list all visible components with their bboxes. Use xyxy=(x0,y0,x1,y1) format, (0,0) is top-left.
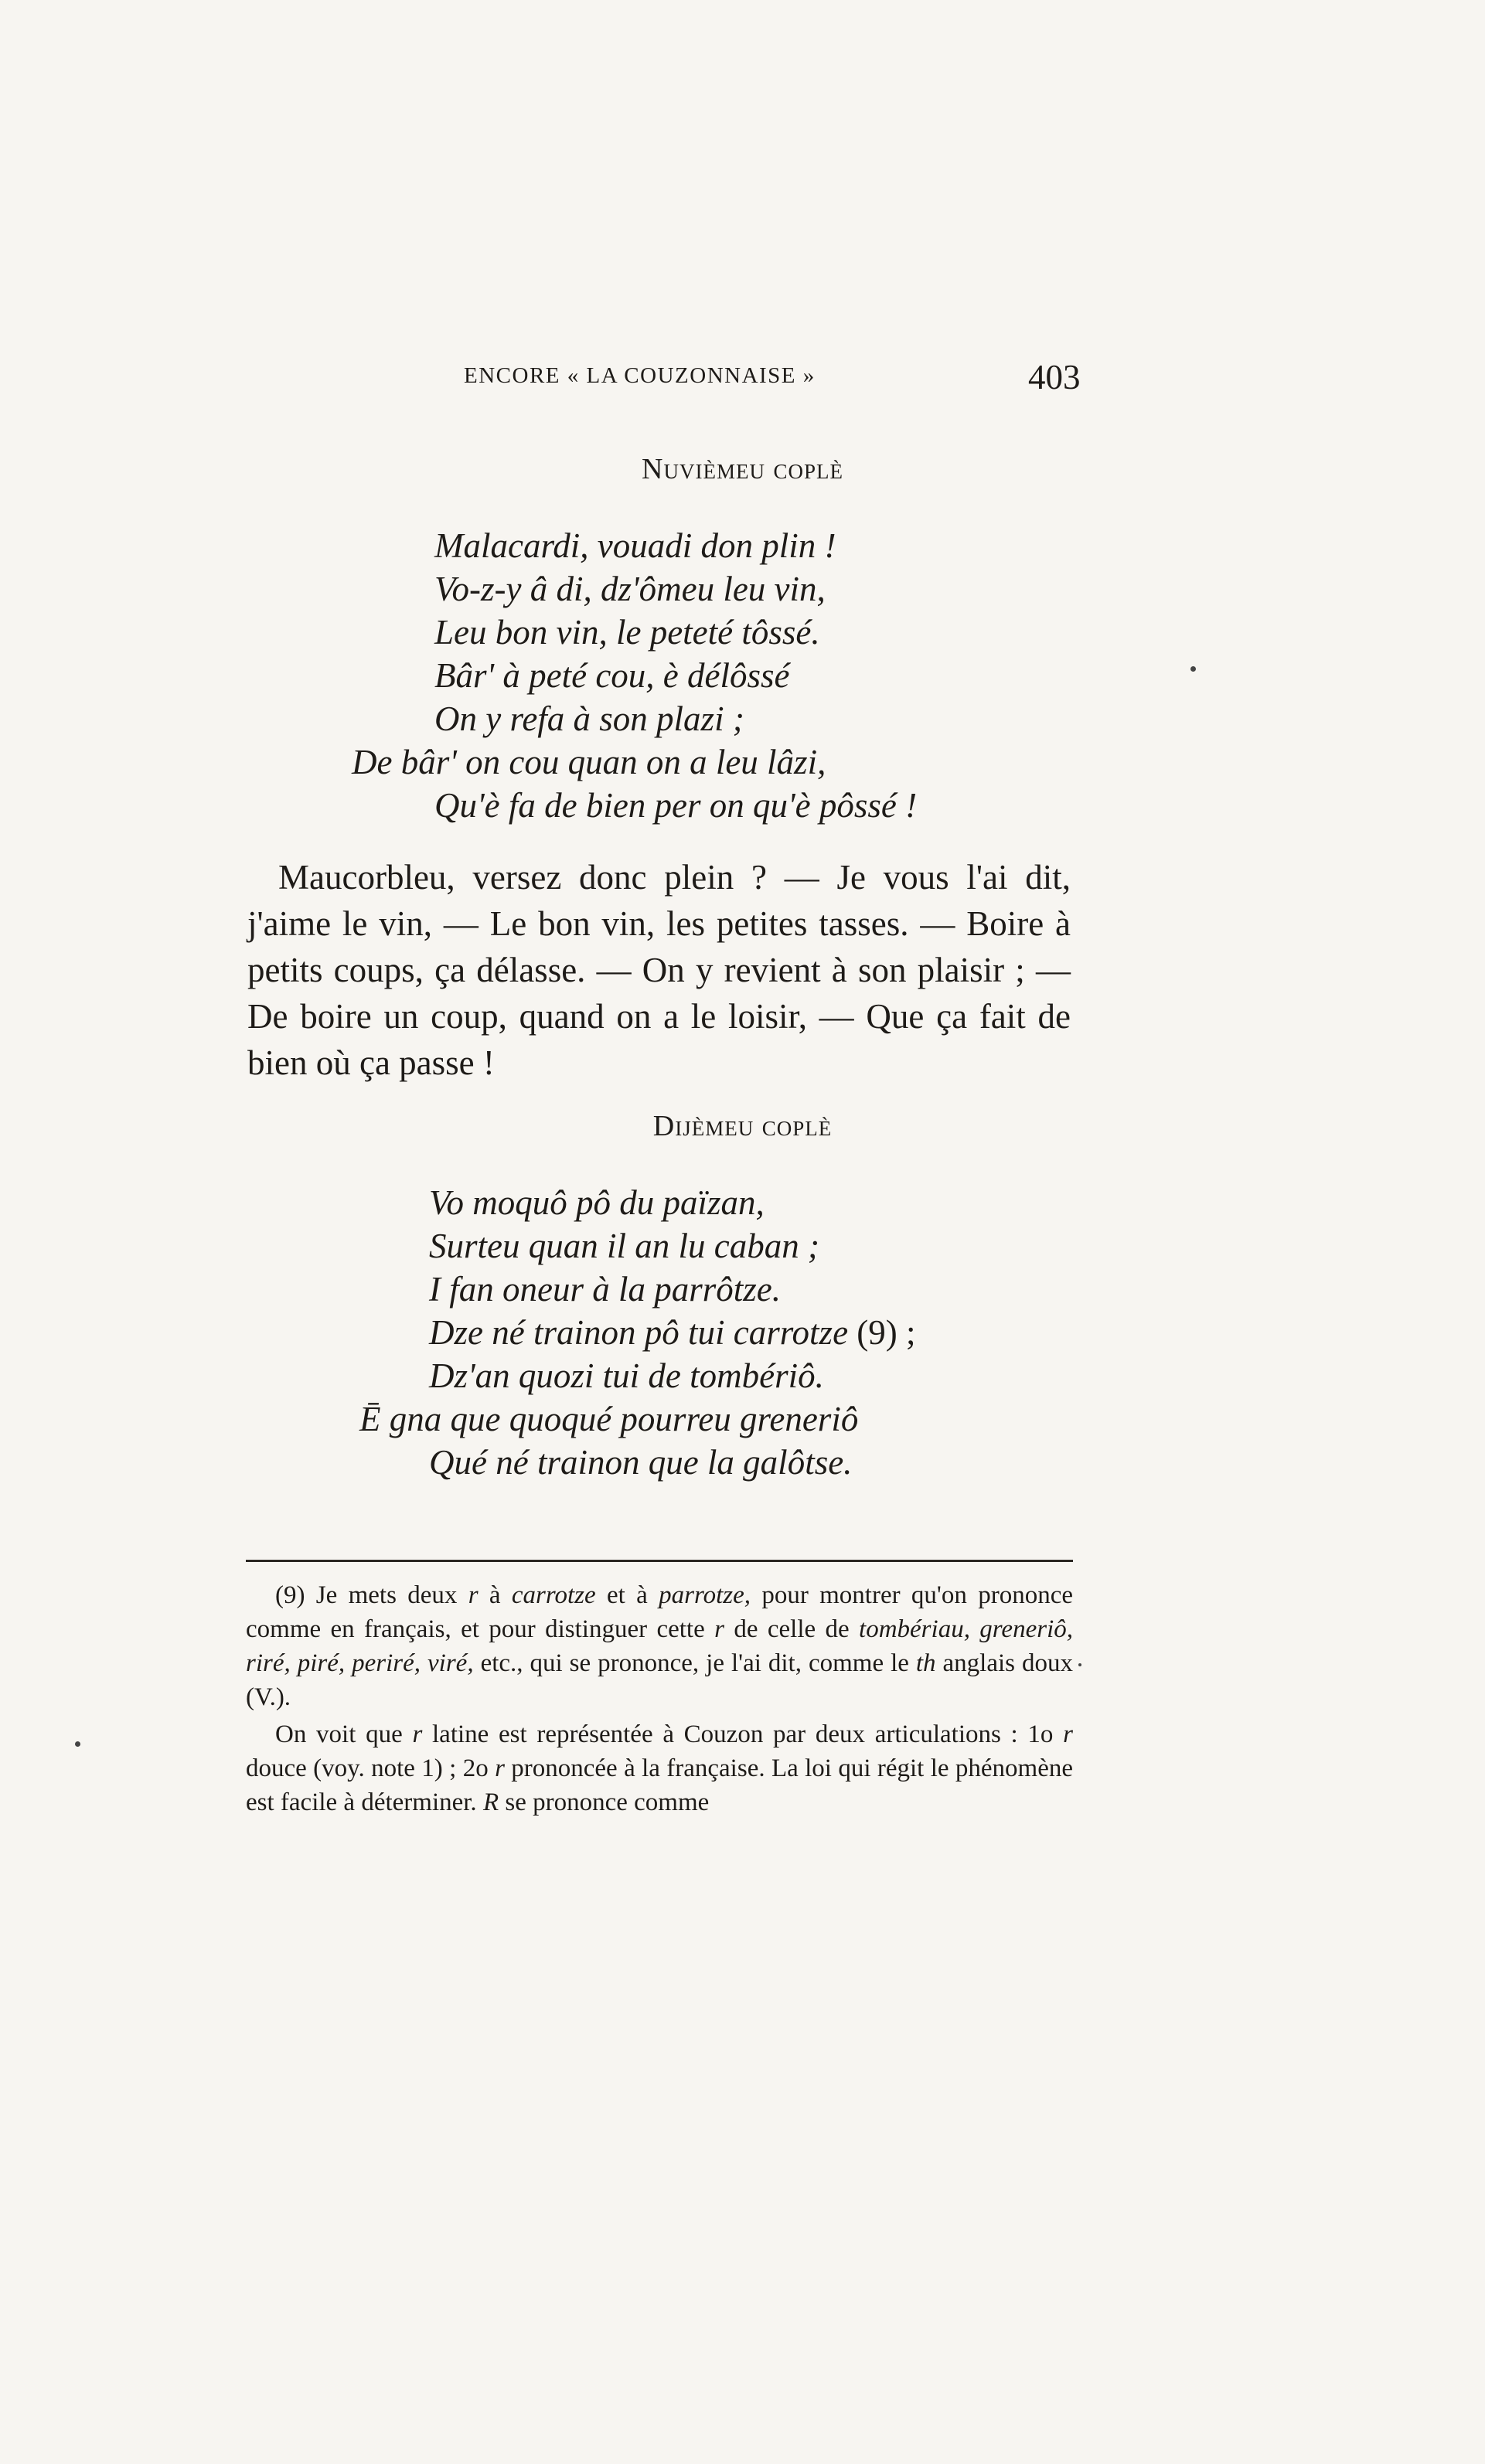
scan-speck xyxy=(1078,1663,1081,1666)
verse-line: Vo moquô pô du païzan, xyxy=(429,1183,765,1222)
note-text: etc., qui se prononce, je l'ai dit, comme le xyxy=(473,1649,916,1677)
note-text: anglais doux (V.). xyxy=(246,1649,1073,1711)
stanza-10-title: Dijèmeu coplè xyxy=(652,1110,833,1142)
note-text: se prononce comme xyxy=(499,1788,710,1816)
page-number: 403 xyxy=(1028,358,1081,396)
note-text: latine est représentée à Couzon par deux articulations : 1o xyxy=(422,1720,1064,1748)
note-text: et à xyxy=(595,1581,659,1609)
stanza-9-title: Nuvièmeu coplè xyxy=(642,453,843,485)
verse-line: Surteu quan il an lu caban ; xyxy=(429,1227,819,1265)
verse-line: On y refa à son plazi ; xyxy=(434,699,744,738)
verse-line: Malacardi, vouadi don plin ! xyxy=(434,526,836,565)
verse-line: De bâr' on cou quan on a leu lâzi, xyxy=(352,743,826,781)
verse-text: Dze né trainon pô tui carrotze xyxy=(429,1313,849,1352)
verse-line: Vo-z-y â di, dz'ômeu leu vin, xyxy=(434,570,826,608)
footnote-rule xyxy=(246,1560,1073,1562)
note-italic: r xyxy=(412,1720,423,1748)
scan-speck xyxy=(1190,666,1196,672)
note-italic: carrotze xyxy=(511,1581,596,1609)
note-text: à xyxy=(478,1581,512,1609)
note-italic: r xyxy=(468,1581,479,1609)
note-italic: tombériau, greneriô, riré, piré, periré, viré, xyxy=(246,1615,1073,1677)
note-italic: r xyxy=(495,1754,505,1782)
note-text: On voit que xyxy=(275,1720,413,1748)
note-italic: r xyxy=(714,1615,724,1643)
verse-line: I fan oneur à la parrôtze. xyxy=(429,1270,781,1309)
verse-line: Qu'è fa de bien per on qu'è pôssé ! xyxy=(434,786,918,825)
footnote-reference: (9) ; xyxy=(857,1313,916,1352)
running-header: ENCORE « LA COUZONNAISE » xyxy=(464,363,816,388)
note-italic: r xyxy=(1063,1720,1073,1748)
verse-line xyxy=(429,1311,916,1354)
note-text: de celle de xyxy=(724,1615,860,1643)
verse-line: Qué né trainon que la galôtse. xyxy=(429,1443,853,1482)
note-text: pour montrer qu'on prononce comme en français, et pour distinguer cette xyxy=(246,1581,1073,1643)
verse-line: Ē gna que quoqué pourreu greneriô xyxy=(359,1400,859,1438)
footnote-continuation xyxy=(246,1717,1073,1819)
verse-line: Dz'an quozi tui de tombériô. xyxy=(429,1356,824,1395)
footnote-9 xyxy=(246,1578,1073,1714)
verse-line: Leu bon vin, le peteté tôssé. xyxy=(434,613,820,652)
note-italic: th xyxy=(915,1649,936,1677)
note-italic: R xyxy=(482,1788,499,1816)
note-text: douce (voy. note 1) ; 2o xyxy=(246,1754,496,1782)
scan-speck xyxy=(75,1741,80,1747)
verse-line: Bâr' à peté cou, è délôssé xyxy=(434,656,790,695)
note-italic: parrotze, xyxy=(659,1581,751,1609)
note-text: prononcée à la française. La loi qui régit le phénomène est facile à déterminer. xyxy=(246,1754,1073,1816)
prose-translation: Maucorbleu, versez donc plein ? — Je vous l'ai dit, j'aime le vin, — Le bon vin, les petites tasses. — Boire à petits coups, ça délasse. — On y revient à son plaisir ; — De boire un coup, quand on a le loisir, — Que ça fait de bien où ça passe ! xyxy=(247,858,1071,1082)
note-text: (9) Je mets deux xyxy=(275,1581,468,1609)
